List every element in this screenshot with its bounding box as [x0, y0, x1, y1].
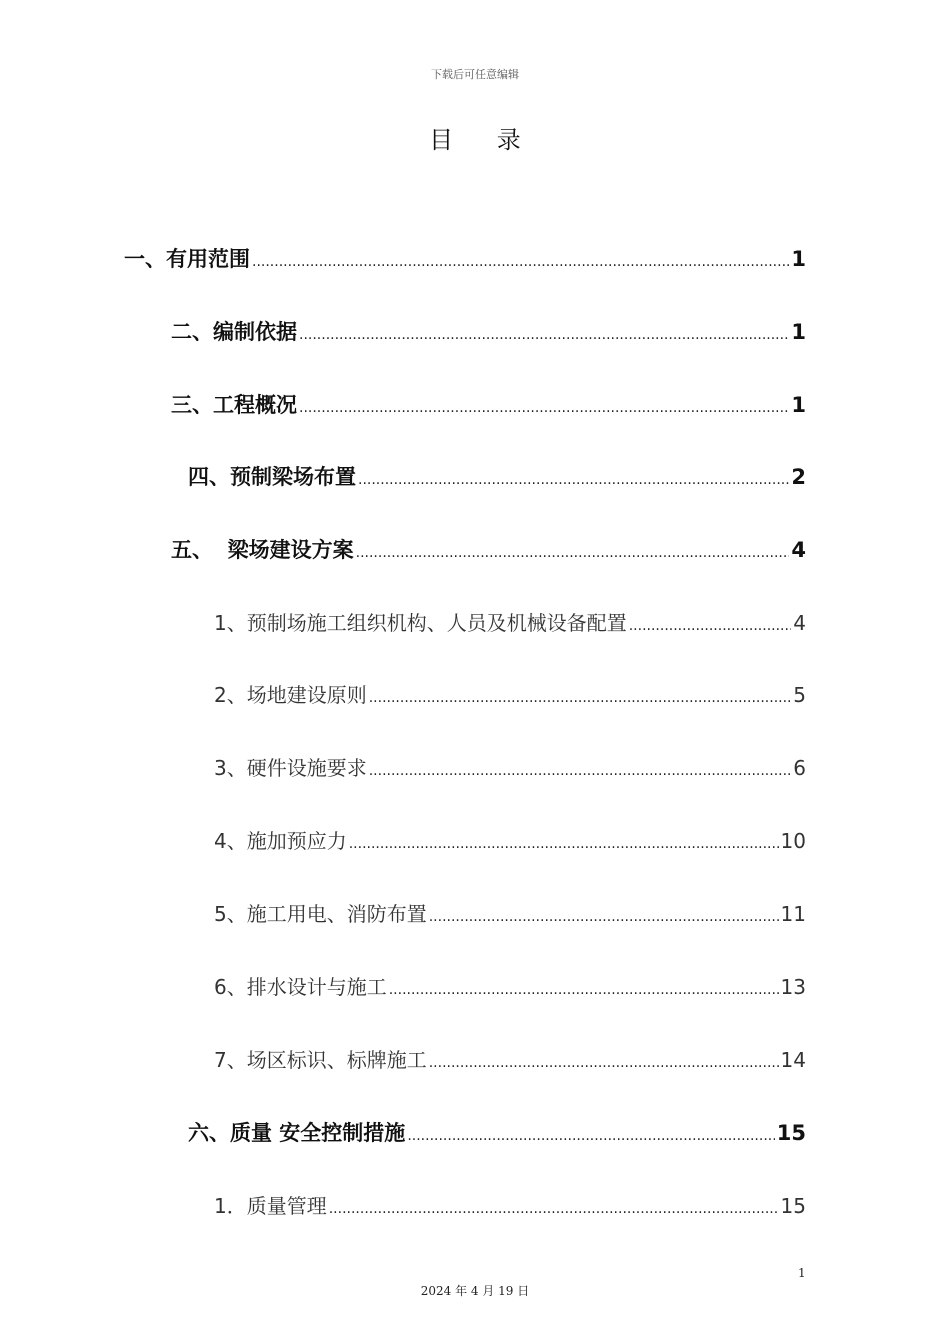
toc-entry-label: 1．质量管理 — [214, 1194, 327, 1218]
toc-entry[interactable] — [214, 607, 806, 639]
toc-entry-page: 4 — [793, 611, 806, 635]
toc-leader-dots — [299, 319, 789, 351]
toc-entry-label: 4、施加预应力 — [214, 829, 347, 853]
toc-entry-page: 15 — [776, 1121, 806, 1145]
page-footer-date: 2024 年 4 月 19 日 — [420, 1284, 530, 1298]
toc-leader-dots — [629, 610, 792, 642]
toc-entry[interactable] — [188, 461, 806, 493]
toc-leader-dots — [407, 1120, 774, 1152]
toc-entry-page: 5 — [793, 683, 806, 707]
toc-entry[interactable] — [214, 752, 806, 784]
toc-leader-dots — [252, 246, 789, 278]
toc-leader-dots — [349, 828, 779, 860]
toc-entry[interactable] — [214, 679, 806, 711]
toc-entry-page: 1 — [791, 320, 806, 344]
toc-leader-dots — [329, 1193, 779, 1225]
toc-entry-label: 六、质量 安全控制措施 — [188, 1121, 406, 1145]
toc-leader-dots — [358, 464, 789, 496]
toc-entry[interactable] — [214, 1044, 806, 1076]
toc-entry[interactable] — [124, 243, 806, 275]
toc-entry-page: 14 — [780, 1048, 806, 1072]
toc-entry-label: 五、 梁场建设方案 — [171, 538, 354, 562]
toc-entry-label: 5、施工用电、消防布置 — [214, 902, 427, 926]
toc-entry[interactable] — [214, 971, 806, 1003]
toc-entry[interactable] — [214, 898, 806, 930]
toc-leader-dots — [369, 682, 792, 714]
toc-entry-page: 6 — [793, 756, 806, 780]
toc-entry-label: 一、有用范围 — [124, 247, 250, 271]
page-header: 下载后可任意编辑 — [431, 68, 519, 81]
toc-entry[interactable] — [171, 389, 806, 421]
toc-entry[interactable] — [171, 316, 806, 348]
toc-leader-dots — [369, 755, 792, 787]
toc-entry-label: 二、编制依据 — [171, 320, 297, 344]
toc-entry-page: 2 — [791, 465, 806, 489]
toc-entry-label: 3、硬件设施要求 — [214, 756, 367, 780]
toc-entry[interactable] — [171, 534, 806, 566]
toc-entry[interactable] — [214, 825, 806, 857]
page-number: 1 — [798, 1266, 806, 1280]
toc-entry-page: 13 — [780, 975, 806, 999]
toc-entry-page: 4 — [791, 538, 806, 562]
toc-entry-page: 11 — [780, 902, 806, 926]
toc-entry-label: 6、排水设计与施工 — [214, 975, 387, 999]
toc-entry-label: 三、工程概况 — [171, 393, 297, 417]
toc-entry-page: 15 — [780, 1194, 806, 1218]
toc-entry-label: 四、预制梁场布置 — [188, 465, 356, 489]
toc-leader-dots — [429, 1047, 779, 1079]
toc-entry-page: 1 — [791, 247, 806, 271]
page-title: 目 录 — [429, 126, 539, 154]
toc-leader-dots — [299, 392, 789, 424]
toc-leader-dots — [356, 537, 790, 569]
toc-entry-label: 7、场区标识、标牌施工 — [214, 1048, 427, 1072]
toc-entry-page: 1 — [791, 393, 806, 417]
toc-entry-label: 1、预制场施工组织机构、人员及机械设备配置 — [214, 611, 627, 635]
toc-entry-page: 10 — [780, 829, 806, 853]
toc-entry-label: 2、场地建设原则 — [214, 683, 367, 707]
toc-leader-dots — [429, 901, 779, 933]
toc-leader-dots — [389, 974, 779, 1006]
toc-entry[interactable] — [214, 1190, 806, 1222]
toc-entry[interactable] — [188, 1117, 806, 1149]
